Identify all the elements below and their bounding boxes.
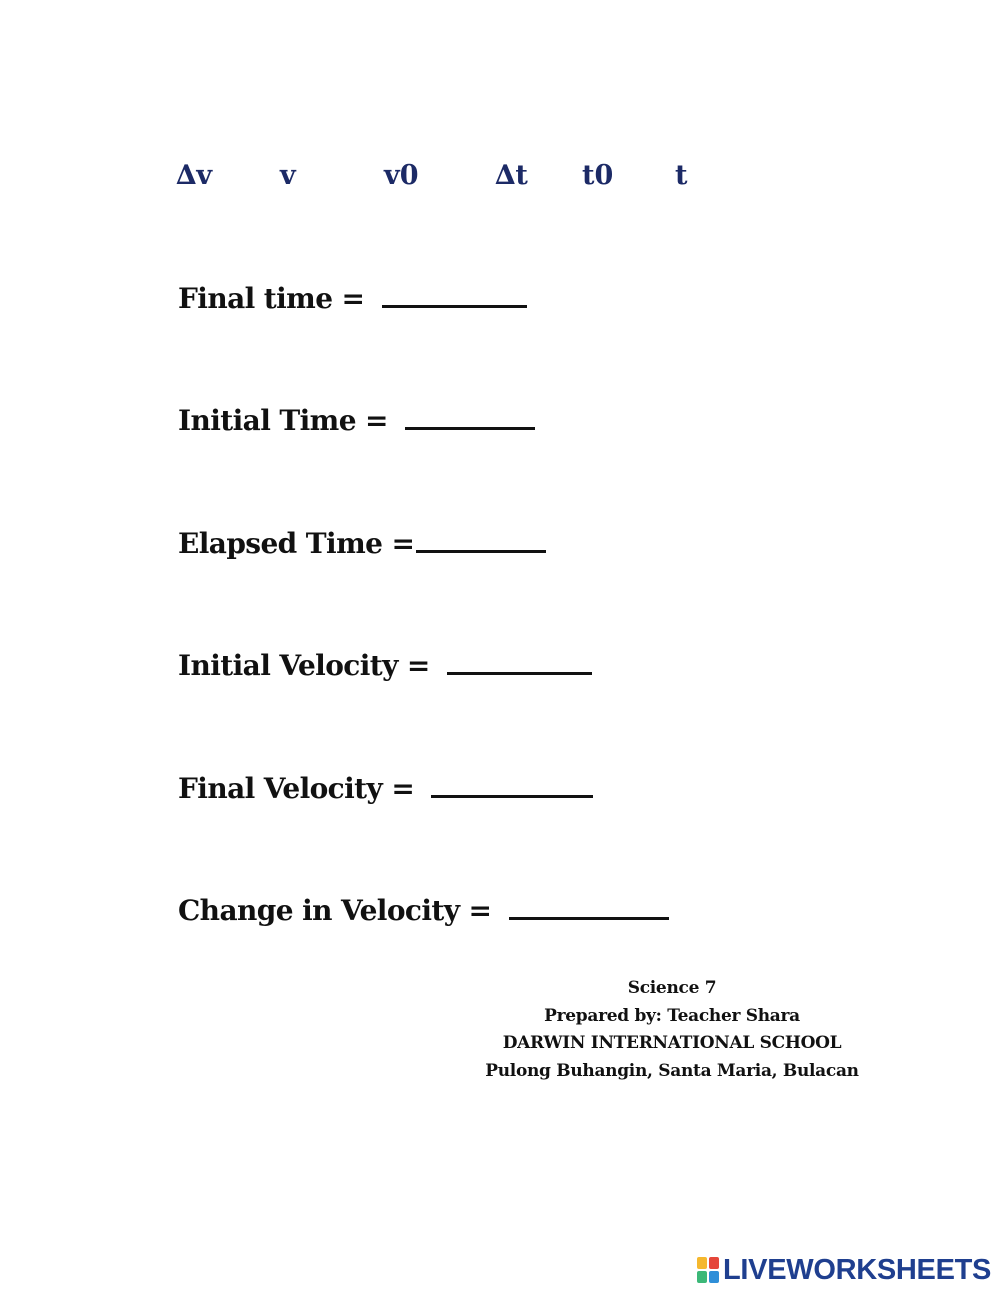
subject-line: Science 7 [627,978,717,998]
symbol-v0[interactable]: v0 [384,160,419,191]
question-final-velocity [178,771,593,807]
answer-blank-final-time[interactable] [382,281,527,308]
symbol-t[interactable]: t [675,160,688,191]
symbol-delta-t[interactable]: ∆t [495,160,528,191]
answer-blank-final-velocity[interactable] [431,771,593,798]
question-initial-velocity [178,648,592,684]
answer-blank-initial-time[interactable] [405,403,535,430]
question-change-in-velocity [178,893,669,929]
school-name: DARWIN INTERNATIONAL SCHOOL [502,1033,842,1053]
answer-blank-initial-velocity[interactable] [447,648,592,675]
question-label: Final time = [178,282,374,315]
worksheet-credits [462,975,882,1085]
author-line: Prepared by: Teacher Shara [544,1005,800,1026]
liveworksheets-brand [697,1254,991,1286]
answer-blank-change-in-velocity[interactable] [509,893,669,920]
question-label: Change in Velocity = [178,894,501,927]
symbol-delta-v[interactable]: ∆v [176,160,213,191]
question-label: Initial Velocity = [178,649,439,682]
question-initial-time [178,403,535,439]
question-label: Initial Time = [178,404,398,437]
answer-blank-elapsed-time[interactable] [416,526,546,553]
school-address: Pulong Buhangin, Santa Maria, Bulacan [485,1060,859,1081]
variable-symbols-row [0,158,1000,198]
symbol-v[interactable]: v [280,160,296,191]
liveworksheets-logo-icon [697,1257,719,1283]
brand-name: LIVEWORKSHEETS [723,1253,992,1286]
question-label: Final Velocity = [178,772,424,805]
question-final-time [178,281,527,317]
symbol-t0[interactable]: t0 [582,160,614,191]
question-elapsed-time [178,526,546,562]
question-label: Elapsed Time = [178,527,415,560]
